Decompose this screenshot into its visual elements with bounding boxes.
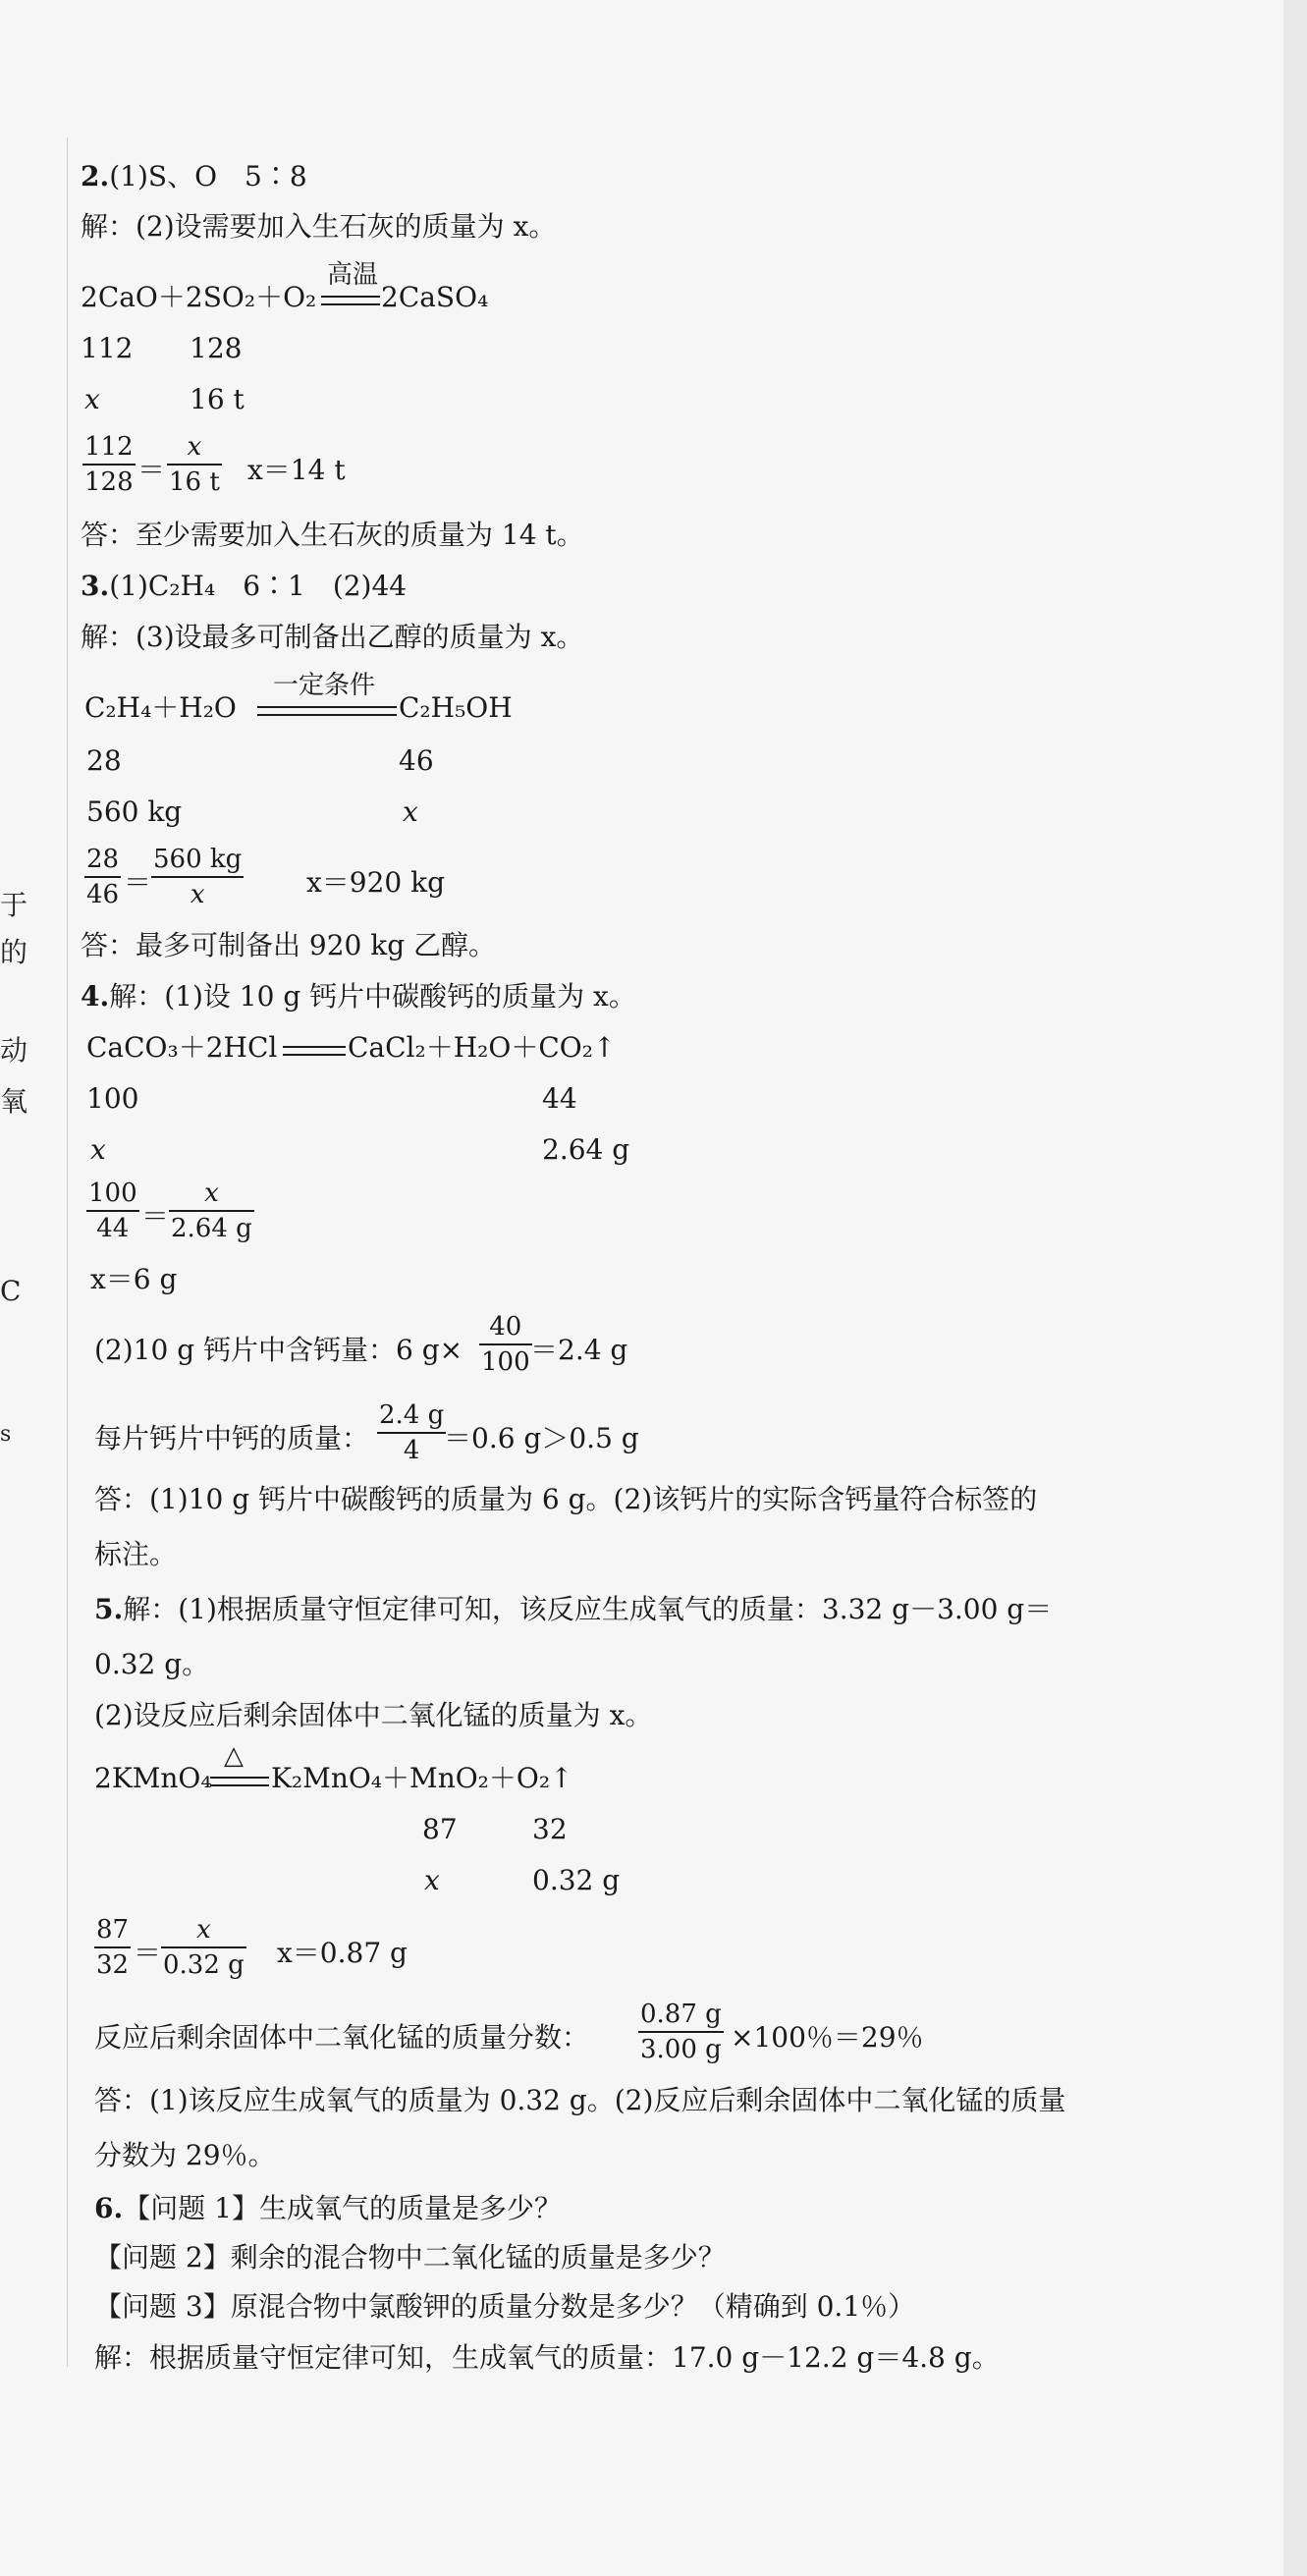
- equals-sign: [210, 1777, 269, 1786]
- equals: ＝: [124, 866, 152, 899]
- problem-6-solution: 解：根据质量守恒定律可知，生成氧气的质量：17.0 g－12.2 g＝4.8 g。: [94, 2341, 1000, 2374]
- proportion-fraction: 560 kg x: [153, 845, 243, 909]
- problem-4-answer-cont: 标注。: [94, 1538, 178, 1570]
- problem-4-answer: 答：(1)10 g 钙片中碳酸钙的质量为 6 g。(2)该钙片的实际含钙量符合标签的: [94, 1483, 1038, 1515]
- equation-left: 2CaO＋2SO₂＋O₂: [81, 281, 317, 313]
- calcium-fraction: 40 100: [481, 1312, 530, 1377]
- proportion-fraction: 28 46: [86, 845, 120, 909]
- proportion-fraction: 112 128: [84, 432, 134, 497]
- problem-5-answer: 答：(1)该反应生成氧气的质量为 0.32 g。(2)反应后剩余固体中二氧化锰的质量: [94, 2084, 1066, 2116]
- binding-margin-line: [67, 137, 68, 2367]
- per-tablet-result: ＝0.6 g＞0.5 g: [444, 1422, 639, 1454]
- proportion-fraction: 100 44: [88, 1178, 137, 1243]
- equation-left: CaCO₃＋2HCl: [86, 1031, 278, 1064]
- equation-right: C₂H₅OH: [399, 691, 513, 724]
- ratio-value: x: [424, 1864, 440, 1896]
- per-tablet-fraction: 2.4 g 4: [379, 1400, 445, 1465]
- margin-fragment: C: [0, 1275, 22, 1307]
- problem-2-heading: 2.(1)S、O 5∶8: [81, 160, 307, 192]
- calcium-result: ＝2.4 g: [530, 1334, 628, 1366]
- margin-fragment: 氧: [0, 1085, 28, 1118]
- calcium-content-line: (2)10 g 钙片中含钙量：6 g×: [94, 1334, 463, 1366]
- page-edge-shadow: [1283, 0, 1307, 2576]
- problem-2-intro: 解：(2)设需要加入生石灰的质量为 x。: [81, 210, 557, 243]
- problem-5-heading: 5.解：(1)根据质量守恒定律可知，该反应生成氧气的质量：3.32 g－3.00 g＝: [94, 1593, 1053, 1625]
- proportion-fraction: x 16 t: [169, 432, 220, 497]
- ratio-value: 128: [190, 332, 243, 364]
- equation-right: K₂MnO₄＋MnO₂＋O₂↑: [271, 1762, 573, 1794]
- margin-fragment: 动: [0, 1034, 28, 1067]
- equation-left: C₂H₄＋H₂O: [84, 691, 237, 724]
- proportion-fraction: 87 32: [96, 1915, 130, 1980]
- ratio-value: 44: [542, 1082, 577, 1115]
- result: x＝920 kg: [306, 866, 446, 899]
- ratio-value: x: [403, 795, 418, 828]
- ratio-value: x: [84, 383, 100, 415]
- mass-fraction: 0.87 g 3.00 g: [640, 2000, 722, 2064]
- problem-6-question-1: 6.【问题 1】生成氧气的质量是多少？: [94, 2192, 562, 2224]
- mass-fraction-line: 反应后剩余固体中二氧化锰的质量分数：: [94, 2021, 590, 2054]
- problem-4-heading: 4.解：(1)设 10 g 钙片中碳酸钙的质量为 x。: [81, 980, 636, 1013]
- ratio-value: 2.64 g: [542, 1133, 630, 1166]
- result: x＝6 g: [90, 1263, 178, 1295]
- problem-2-answer: 答：至少需要加入生石灰的质量为 14 t。: [81, 519, 584, 551]
- equation-right: 2CaSO₄: [381, 281, 489, 313]
- ratio-value: x: [90, 1133, 106, 1166]
- ratio-value: 560 kg: [86, 795, 183, 828]
- problem-5-line2: 0.32 g。: [94, 1648, 210, 1680]
- ratio-value: 112: [81, 332, 134, 364]
- problem-3-heading: 3.(1)C₂H₄ 6∶1 (2)44: [81, 570, 408, 602]
- ratio-value: 100: [86, 1082, 139, 1115]
- equation-right: CaCl₂＋H₂O＋CO₂↑: [348, 1031, 617, 1064]
- mass-fraction-result: ×100％＝29％: [731, 2021, 924, 2054]
- proportion-fraction: x 0.32 g: [163, 1915, 245, 1980]
- ratio-value: 46: [399, 744, 434, 777]
- per-tablet-line: 每片钙片中钙的质量：: [94, 1422, 370, 1454]
- equation-left: 2KMnO₄: [94, 1762, 212, 1794]
- problem-6-question-3: 【问题 3】原混合物中氯酸钾的质量分数是多少？（精确到 0.1％）: [94, 2290, 916, 2323]
- equals: ＝: [137, 454, 166, 486]
- equals: ＝: [141, 1200, 170, 1233]
- ratio-value: 87: [422, 1813, 458, 1845]
- result: x＝0.87 g: [277, 1937, 408, 1969]
- problem-3-answer: 答：最多可制备出 920 kg 乙醇。: [81, 929, 497, 961]
- ratio-value: 32: [532, 1813, 568, 1845]
- problem-5-answer-cont: 分数为 29％。: [94, 2139, 276, 2171]
- margin-fragment: 于: [0, 889, 28, 921]
- heat-symbol: △: [224, 1741, 244, 1771]
- equals-sign: [257, 706, 397, 716]
- ratio-value: 0.32 g: [532, 1864, 621, 1896]
- equals: ＝: [134, 1937, 162, 1969]
- result: x＝14 t: [247, 454, 346, 486]
- margin-fragment: s: [0, 1422, 12, 1447]
- problem-5-intro: (2)设反应后剩余固体中二氧化锰的质量为 x。: [94, 1699, 653, 1731]
- proportion-fraction: x 2.64 g: [171, 1178, 252, 1243]
- reaction-condition: 一定条件: [273, 671, 376, 700]
- equals-sign: [283, 1046, 346, 1056]
- ratio-value: 16 t: [190, 383, 245, 415]
- problem-3-intro: 解：(3)设最多可制备出乙醇的质量为 x。: [81, 621, 584, 653]
- ratio-value: 28: [86, 744, 122, 777]
- equals-sign: [321, 296, 380, 305]
- reaction-condition: 高温: [327, 260, 379, 290]
- margin-fragment: 的: [0, 936, 28, 968]
- problem-6-question-2: 【问题 2】剩余的混合物中二氧化锰的质量是多少？: [94, 2241, 726, 2274]
